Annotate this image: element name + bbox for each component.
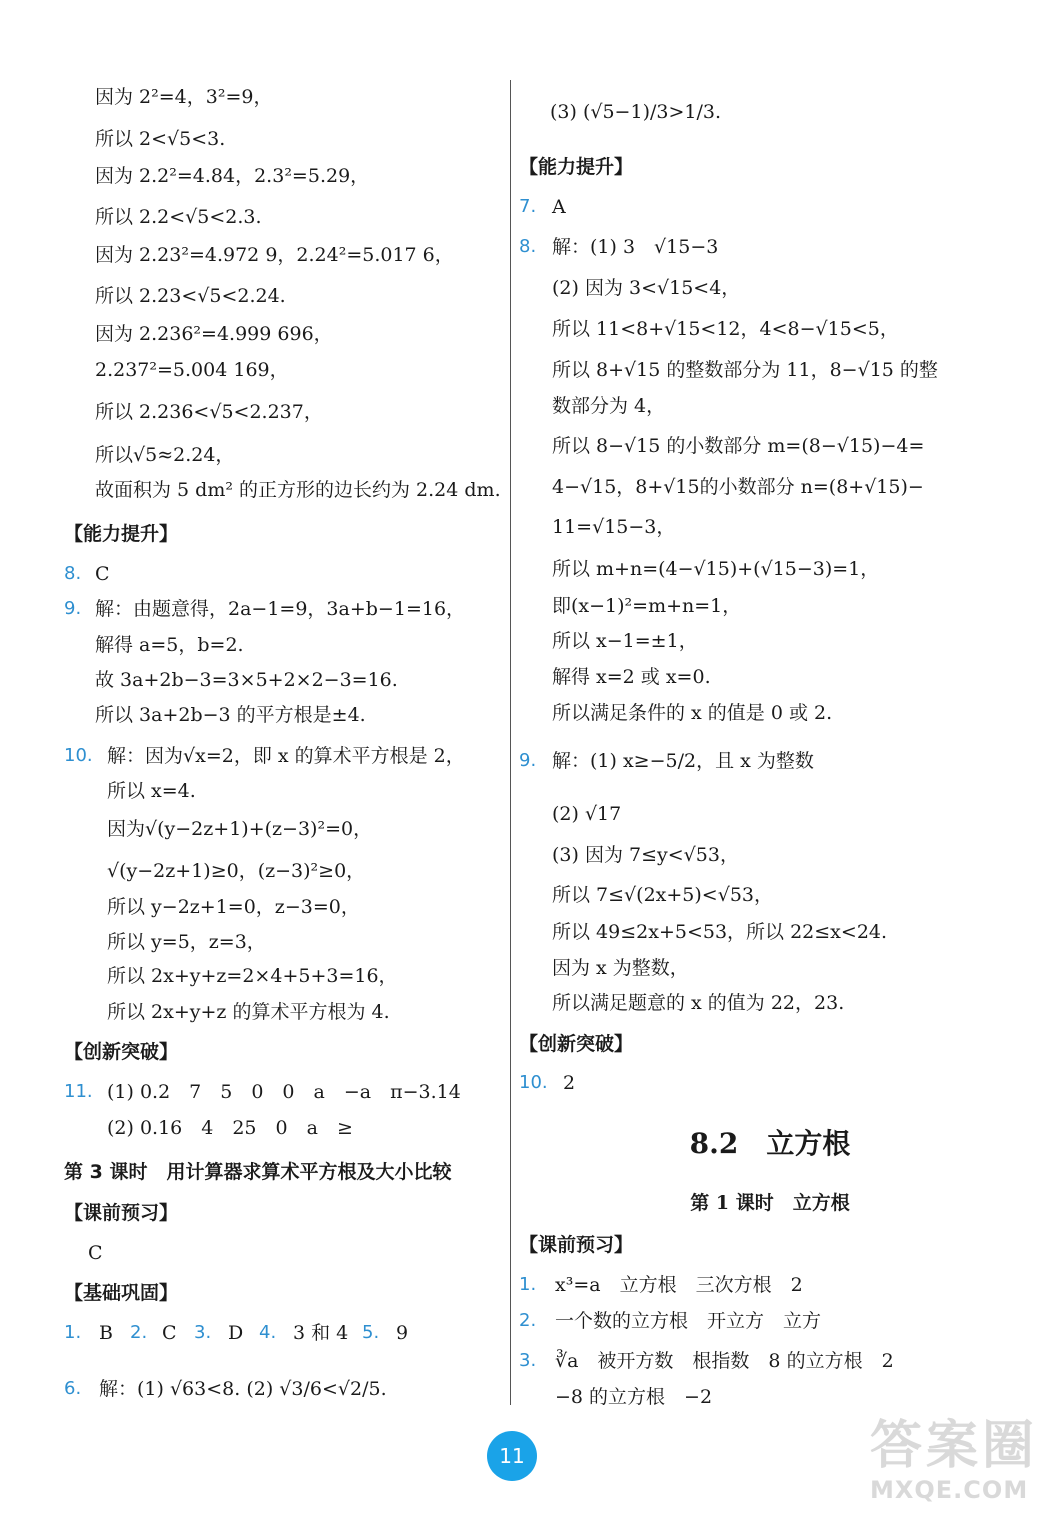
watermark-text: 答案圈 <box>870 1416 1039 1476</box>
page-number-badge <box>487 1431 537 1481</box>
answer-text: B <box>99 1322 113 1344</box>
question-number: 4. <box>259 1322 277 1343</box>
column-divider <box>510 80 511 1405</box>
text-line: 所以 11<8+√15<12，4<8−√15<5， <box>552 318 899 340</box>
lesson-title: 第 3 课时 用计算器求算术平方根及大小比较 <box>64 1161 452 1183</box>
text-line: 所以 2x+y+z 的算术平方根为 4. <box>107 1001 390 1023</box>
section-header-ability: 【能力提升】 <box>64 523 179 545</box>
text-line: 2.237²=5.004 169， <box>95 359 289 381</box>
text-line: 解：因为√x=2，即 x 的算术平方根是 2， <box>107 745 465 767</box>
answer-text: A <box>552 196 566 218</box>
question-number: 10. <box>519 1072 548 1093</box>
text-line: (3) 因为 7≤y<√53， <box>552 844 739 866</box>
text-line: √(y−2z+1)≥0，(z−3)²≥0， <box>107 860 366 882</box>
text-line: 因为 2²=4，3²=9， <box>95 86 273 108</box>
question-number: 3. <box>519 1350 537 1371</box>
text-line: 所以 x−1=±1， <box>552 630 698 652</box>
lesson-title: 第 1 课时 立方根 <box>690 1192 850 1214</box>
question-number: 7. <box>519 196 537 217</box>
text-line: 11=√15−3， <box>552 516 676 538</box>
text-line: 所以 2.23<√5<2.24. <box>95 285 286 307</box>
text-line: 一个数的立方根 开立方 立方 <box>555 1310 822 1332</box>
text-line: (2) √17 <box>552 803 622 825</box>
text-line: (3) (√5−1)/3>1/3. <box>550 101 722 123</box>
text-line: −8 的立方根 −2 <box>555 1386 713 1408</box>
text-line: 即(x−1)²=m+n=1， <box>552 595 742 617</box>
answer-text: 3 和 4 <box>293 1322 349 1344</box>
question-number: 2. <box>519 1310 537 1331</box>
question-number: 8. <box>64 563 82 584</box>
text-line: (2) 因为 3<√15<4， <box>552 277 741 299</box>
text-line: 所以 3a+2b−3 的平方根是±4. <box>95 704 366 726</box>
text-line: 所以 7≤√(2x+5)<√53， <box>552 884 773 906</box>
text-line: 所以 49≤2x+5<53，所以 22≤x<24. <box>552 921 888 943</box>
question-number: 1. <box>64 1322 82 1343</box>
section-header-innovation: 【创新突破】 <box>519 1033 634 1055</box>
text-line: 解得 a=5，b=2. <box>95 634 244 656</box>
question-number: 8. <box>519 236 537 257</box>
text-line: x³=a 立方根 三次方根 2 <box>555 1274 803 1296</box>
text-line: 所以满足题意的 x 的值为 22，23. <box>552 992 845 1014</box>
answer-text: 9 <box>396 1322 409 1344</box>
text-line: 因为 2.2²=4.84，2.3²=5.29， <box>95 165 370 187</box>
watermark-logo <box>870 1416 1039 1504</box>
text-line: 所以√5≈2.24， <box>95 444 235 466</box>
text-line: 所以 2x+y+z=2×4+5+3=16， <box>107 965 398 987</box>
question-number: 9. <box>519 750 537 771</box>
text-line: 所以 x=4. <box>107 780 196 802</box>
text-line: 所以 y=5，z=3， <box>107 931 266 953</box>
question-number: 10. <box>64 745 93 766</box>
text-line: (1) 0.2 7 5 0 0 a −a π−3.14 <box>107 1081 461 1103</box>
question-number: 5. <box>362 1322 380 1343</box>
text-line: 故面积为 5 dm² 的正方形的边长约为 2.24 dm. <box>95 479 501 501</box>
text-line: ∛a 被开方数 根指数 8 的立方根 2 <box>555 1350 894 1372</box>
question-number: 2. <box>130 1322 148 1343</box>
answer-text: C <box>95 563 110 585</box>
text-line: 所以 2.236<√5<2.237， <box>95 401 323 423</box>
text-line: 解：(1) √63<8. (2) √3/6<√2/5. <box>99 1378 387 1400</box>
text-line: 解：(1) 3 √15−3 <box>552 236 719 258</box>
section-header-ability: 【能力提升】 <box>519 156 634 178</box>
text-line: 因为 x 为整数， <box>552 957 689 979</box>
text-line: 所以 8+√15 的整数部分为 11，8−√15 的整 <box>552 359 938 381</box>
section-header-preview: 【课前预习】 <box>519 1234 634 1256</box>
text-line: 解：(1) x≥−5/2，且 x 为整数 <box>552 750 814 772</box>
answer-text: D <box>228 1322 244 1344</box>
watermark-url: MXQE.COM <box>870 1476 1029 1504</box>
section-header-innovation: 【创新突破】 <box>64 1041 179 1063</box>
question-number: 6. <box>64 1378 82 1399</box>
text-line: 数部分为 4， <box>552 395 666 417</box>
text-line: (2) 0.16 4 25 0 a ≥ <box>107 1117 353 1139</box>
section-header-preview: 【课前预习】 <box>64 1202 179 1224</box>
section-title: 8.2 立方根 <box>689 1127 851 1160</box>
answer-text: 2 <box>563 1072 576 1094</box>
answer-text: C <box>162 1322 177 1344</box>
text-line: 因为 2.236²=4.999 696， <box>95 323 333 345</box>
text-line: 因为√(y−2z+1)+(z−3)²=0， <box>107 818 373 840</box>
text-line: 所以满足条件的 x 的值是 0 或 2. <box>552 702 833 724</box>
question-number: 3. <box>194 1322 212 1343</box>
text-line: 解得 x=2 或 x=0. <box>552 666 711 688</box>
text-line: 解：由题意得，2a−1=9，3a+b−1=16， <box>95 598 466 620</box>
section-header-basic: 【基础巩固】 <box>64 1282 179 1304</box>
text-line: 所以 2<√5<3. <box>95 128 226 150</box>
text-line: 4−√15，8+√15的小数部分 n=(8+√15)− <box>552 476 924 498</box>
question-number: 9. <box>64 598 82 619</box>
text-line: 故 3a+2b−3=3×5+2×2−3=16. <box>95 669 398 691</box>
question-number: 11. <box>64 1081 93 1102</box>
text-line: 所以 y−2z+1=0，z−3=0， <box>107 896 360 918</box>
text-line: 所以 m+n=(4−√15)+(√15−3)=1， <box>552 558 880 580</box>
text-line: 所以 2.2<√5<2.3. <box>95 206 262 228</box>
answer-text: C <box>88 1242 103 1264</box>
text-line: 因为 2.23²=4.972 9，2.24²=5.017 6， <box>95 244 454 266</box>
page-number: 11 <box>499 1444 525 1468</box>
question-number: 1. <box>519 1274 537 1295</box>
text-line: 所以 8−√15 的小数部分 m=(8−√15)−4= <box>552 435 925 457</box>
